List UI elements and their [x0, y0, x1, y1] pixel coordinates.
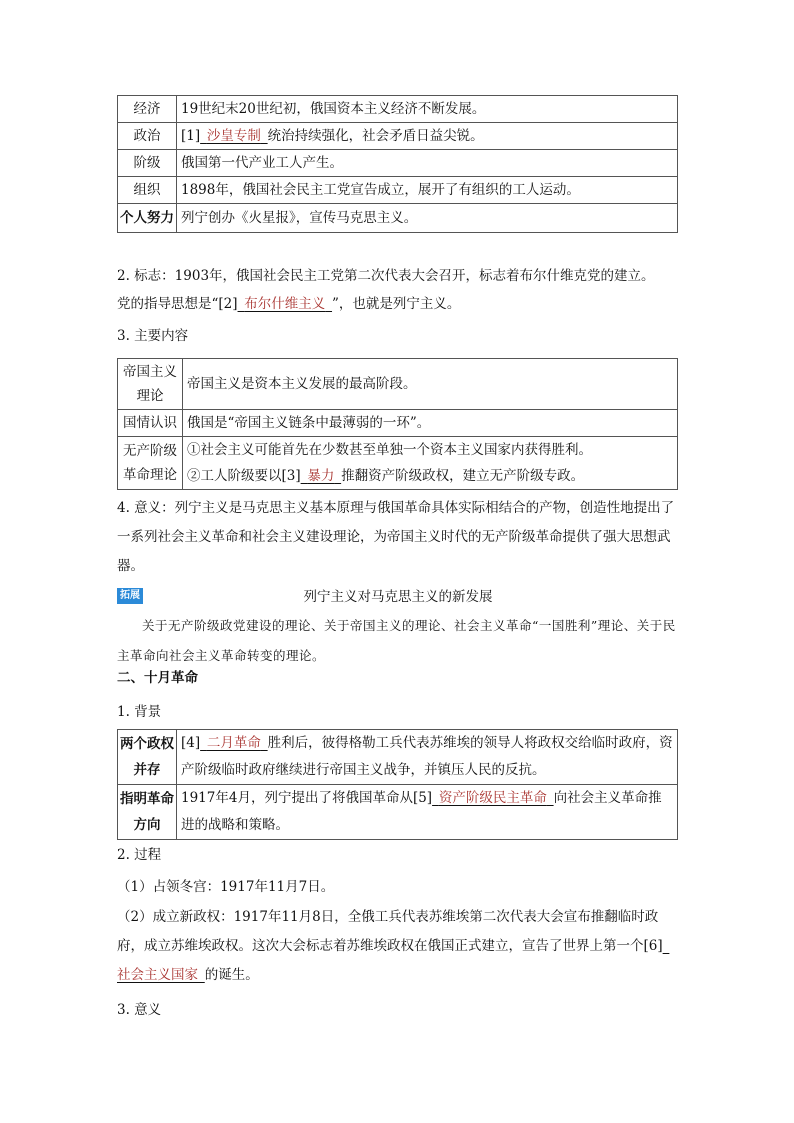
answer-text: 二月革命 [206, 735, 261, 751]
blank-number: [1] [181, 128, 201, 144]
answer-text: 社会主义国家 [117, 967, 198, 983]
table-row [118, 96, 678, 123]
blank-number: [4] [181, 735, 201, 751]
content-table [117, 358, 678, 490]
subsection-title: 2. 过程 [117, 847, 162, 863]
section-october [117, 664, 679, 726]
table-row [118, 150, 678, 177]
answer-blank [200, 735, 268, 751]
october-background-table [117, 729, 678, 840]
table-row [118, 123, 678, 150]
answer-text: 暴力 [307, 468, 335, 484]
paragraph-ideology [117, 290, 679, 318]
row-text: 俄国是“帝国主义链条中最薄弱的一环”。 [183, 410, 678, 437]
row-text [177, 730, 678, 785]
row-text: 帝国主义是资本主义发展的最高阶段。 [183, 359, 678, 410]
row-label: 组织 [118, 177, 177, 204]
subsection-title: 1. 背景 [117, 704, 162, 720]
row-label: 指明革命方向 [118, 785, 177, 840]
row-text-rest: 统治持续强化，社会矛盾日益尖锐。 [267, 128, 484, 144]
table-row [118, 177, 678, 204]
answer-blank [432, 790, 554, 806]
row-text: 俄国第一代产业工人产生。 [177, 150, 678, 177]
subsection-title: 3. 意义 [117, 1002, 162, 1018]
text-before: ②工人阶级要以[3] [187, 468, 301, 484]
answer-text: 沙皇专制 [206, 128, 261, 144]
subsection-title: 3. 主要内容 [117, 328, 189, 344]
table-row [118, 785, 678, 840]
extension-box [117, 587, 679, 671]
answer-text: 布尔什维主义 [244, 296, 326, 312]
text-after: 推翻资产阶级政权，建立无产阶级专政。 [341, 468, 585, 484]
row-label: 个人努力 [118, 204, 177, 233]
table-row [118, 410, 678, 437]
extension-title: 列宁主义对马克思主义的新发展 [303, 589, 493, 605]
row-text: 1898年，俄国社会民主工党宣告成立，展开了有组织的工人运动。 [177, 177, 678, 204]
text-before: 1917年4月，列宁提出了将俄国革命从[5] [181, 790, 433, 806]
section-significance [117, 494, 679, 581]
row-text [183, 437, 678, 490]
text-before: 党的指导思想是“[2] [117, 296, 238, 312]
row-text: 19世纪末20世纪初，俄国资本主义经济不断发展。 [177, 96, 678, 123]
theory-line-2 [187, 463, 673, 489]
row-label: 政治 [118, 123, 177, 150]
row-label: 帝国主义理论 [118, 359, 183, 410]
answer-blank [200, 128, 268, 144]
process-item-2 [117, 903, 679, 990]
paragraph-sign: 2. 标志：1903年，俄国社会民主工党第二次代表大会召开，标志着布尔什维克党的建立。 [117, 268, 655, 284]
table-row [118, 437, 678, 490]
section-process [117, 841, 679, 1024]
table-row [118, 730, 678, 785]
row-text-rest: 胜利后，彼得格勒工兵代表苏维埃的领导人将政权交给临时政府，资产阶级临时政府继续进行帝国主义战争，并镇压人民的反抗。 [181, 735, 673, 778]
answer-text: 资产阶级民主革命 [438, 790, 547, 806]
paragraph-significance: 4. 意义：列宁主义是马克思主义基本原理与俄国革命具体实际相结合的产物，创造性地提出了一系列社会主义革命和社会主义建设理论，为帝国主义时代的无产阶级革命提供了强大思想武器。 [117, 500, 675, 574]
row-text: 列宁创办《火星报》，宣传马克思主义。 [177, 204, 678, 233]
text-before: （2）成立新政权：1917年11月8日，全俄工兵代表苏维埃第二次代表大会宣布推翻临时政府，成立苏维埃政权。这次大会标志着苏维埃政权在俄国正式建立，宣告了世界上第一个[6] [117, 909, 663, 954]
row-label: 经济 [118, 96, 177, 123]
row-text [177, 123, 678, 150]
extension-text: 关于无产阶级政党建设的理论、关于帝国主义的理论、社会主义革命“一国胜利”理论、关于民主革命向社会主义革命转变的理论。 [117, 618, 676, 663]
row-text [177, 785, 678, 840]
extension-badge: 拓展 [117, 588, 143, 604]
row-label: 国情认识 [118, 410, 183, 437]
extension-heading [117, 587, 679, 607]
text-after: ”，也就是列宁主义。 [332, 296, 461, 312]
row-label: 阶级 [118, 150, 177, 177]
background-table [117, 95, 678, 233]
row-label: 无产阶级革命理论 [118, 437, 183, 490]
answer-blank [238, 296, 333, 312]
section-symbol [117, 262, 679, 350]
section-title: 二、十月革命 [117, 670, 198, 686]
text-after: 向社会主义革命推进的战略和策略。 [181, 790, 662, 833]
table-row [118, 359, 678, 410]
table-row [118, 204, 678, 233]
process-item-1: （1）占领冬宫：1917年11月7日。 [117, 879, 335, 895]
answer-blank [301, 468, 342, 484]
text-after: 的诞生。 [204, 967, 259, 983]
row-label: 两个政权并存 [118, 730, 177, 785]
theory-line-1: ①社会主义可能首先在少数甚至单独一个资本主义国家内获得胜利。 [187, 442, 592, 458]
